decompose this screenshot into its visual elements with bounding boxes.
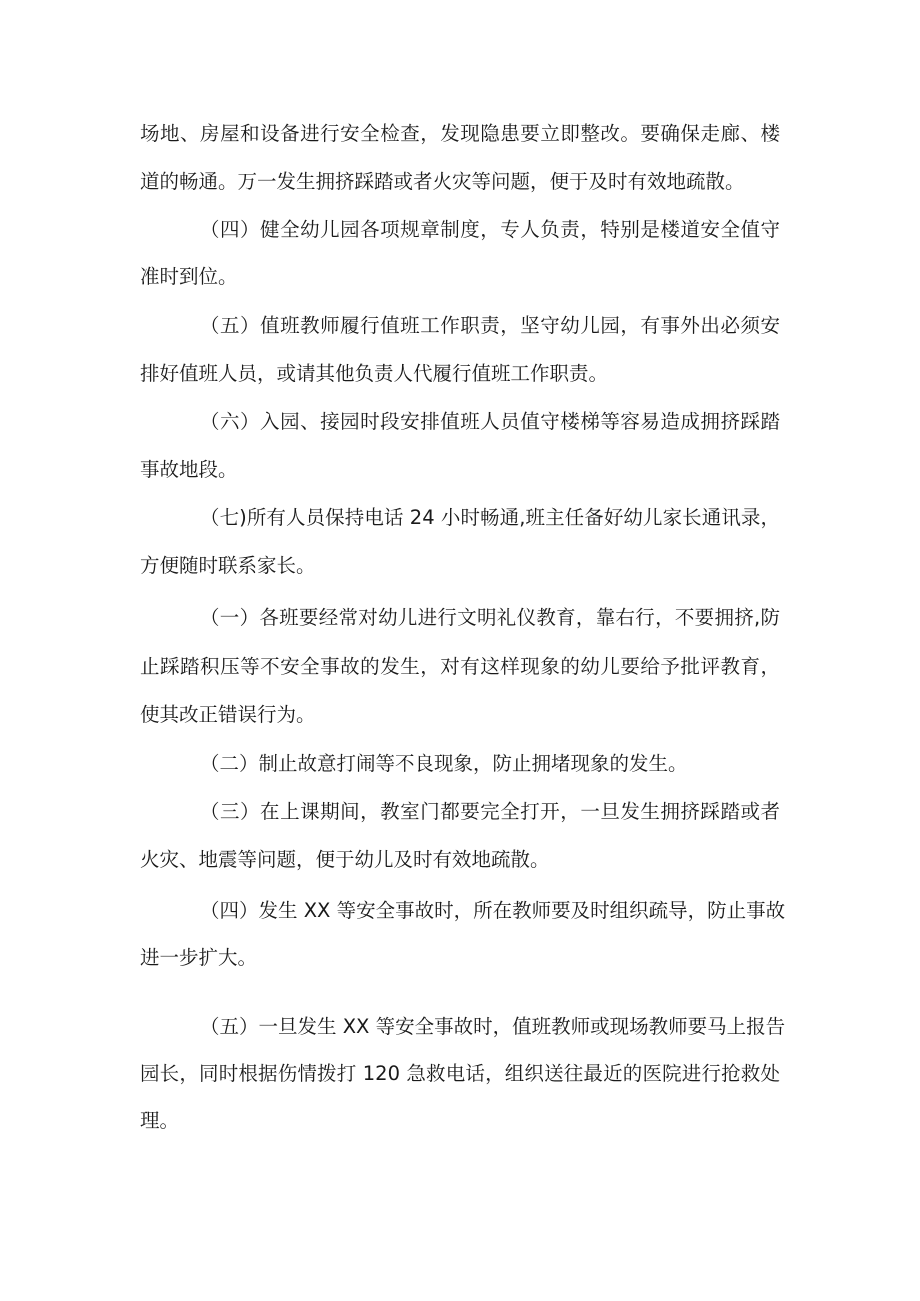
text-line: （五）一旦发生 XX 等安全事故时，值班教师或现场教师要马上报告 xyxy=(200,1015,786,1038)
text-line: 理。 xyxy=(140,1109,180,1132)
text-line: （一）各班要经常对幼儿进行文明礼仪教育，靠右行，不要拥挤,防 xyxy=(200,606,780,629)
text-line: 方便随时联系家长。 xyxy=(140,554,316,577)
text-line: （二）制止故意打闹等不良现象，防止拥堵现象的发生。 xyxy=(200,752,688,775)
text-line: （四）健全幼儿园各项规章制度，专人负责，特别是楼道安全值守 xyxy=(200,218,780,241)
text-line: （四）发生 XX 等安全事故时，所在教师要及时组织疏导，防止事故 xyxy=(200,899,786,922)
text-line: 排好值班人员，或请其他负责人代履行值班工作职责。 xyxy=(140,362,609,385)
text-line: 准时到位。 xyxy=(140,265,238,288)
text-line: 止踩踏积压等不安全事故的发生，对有这样现象的幼儿要给予批评教育， xyxy=(140,655,780,678)
text-line: （五）值班教师履行值班工作职责，坚守幼儿园，有事外出必须安 xyxy=(200,314,780,337)
text-line: 园长，同时根据伤情拨打 120 急救电话，组织送往最近的医院进行抢救处 xyxy=(140,1062,780,1085)
text-line: （三）在上课期间，教室门都要完全打开，一旦发生拥挤踩踏或者 xyxy=(200,800,780,823)
text-line: 道的畅通。万一发生拥挤踩踏或者火灾等问题，便于及时有效地疏散。 xyxy=(140,170,745,193)
text-line: 火灾、地震等问题，便于幼儿及时有效地疏散。 xyxy=(140,848,550,871)
text-line: 使其改正错误行为。 xyxy=(140,703,316,726)
text-line: 场地、房屋和设备进行安全检查，发现隐患要立即整改。要确保走廊、楼 xyxy=(140,122,780,145)
text-line: 进一步扩大。 xyxy=(140,946,258,969)
text-line: （六）入园、接园时段安排值班人员值守楼梯等容易造成拥挤踩踏 xyxy=(200,410,780,433)
text-line: （七)所有人员保持电话 24 小时畅通,班主任备好幼儿家长通讯录， xyxy=(200,506,780,529)
text-line: 事故地段。 xyxy=(140,458,238,481)
